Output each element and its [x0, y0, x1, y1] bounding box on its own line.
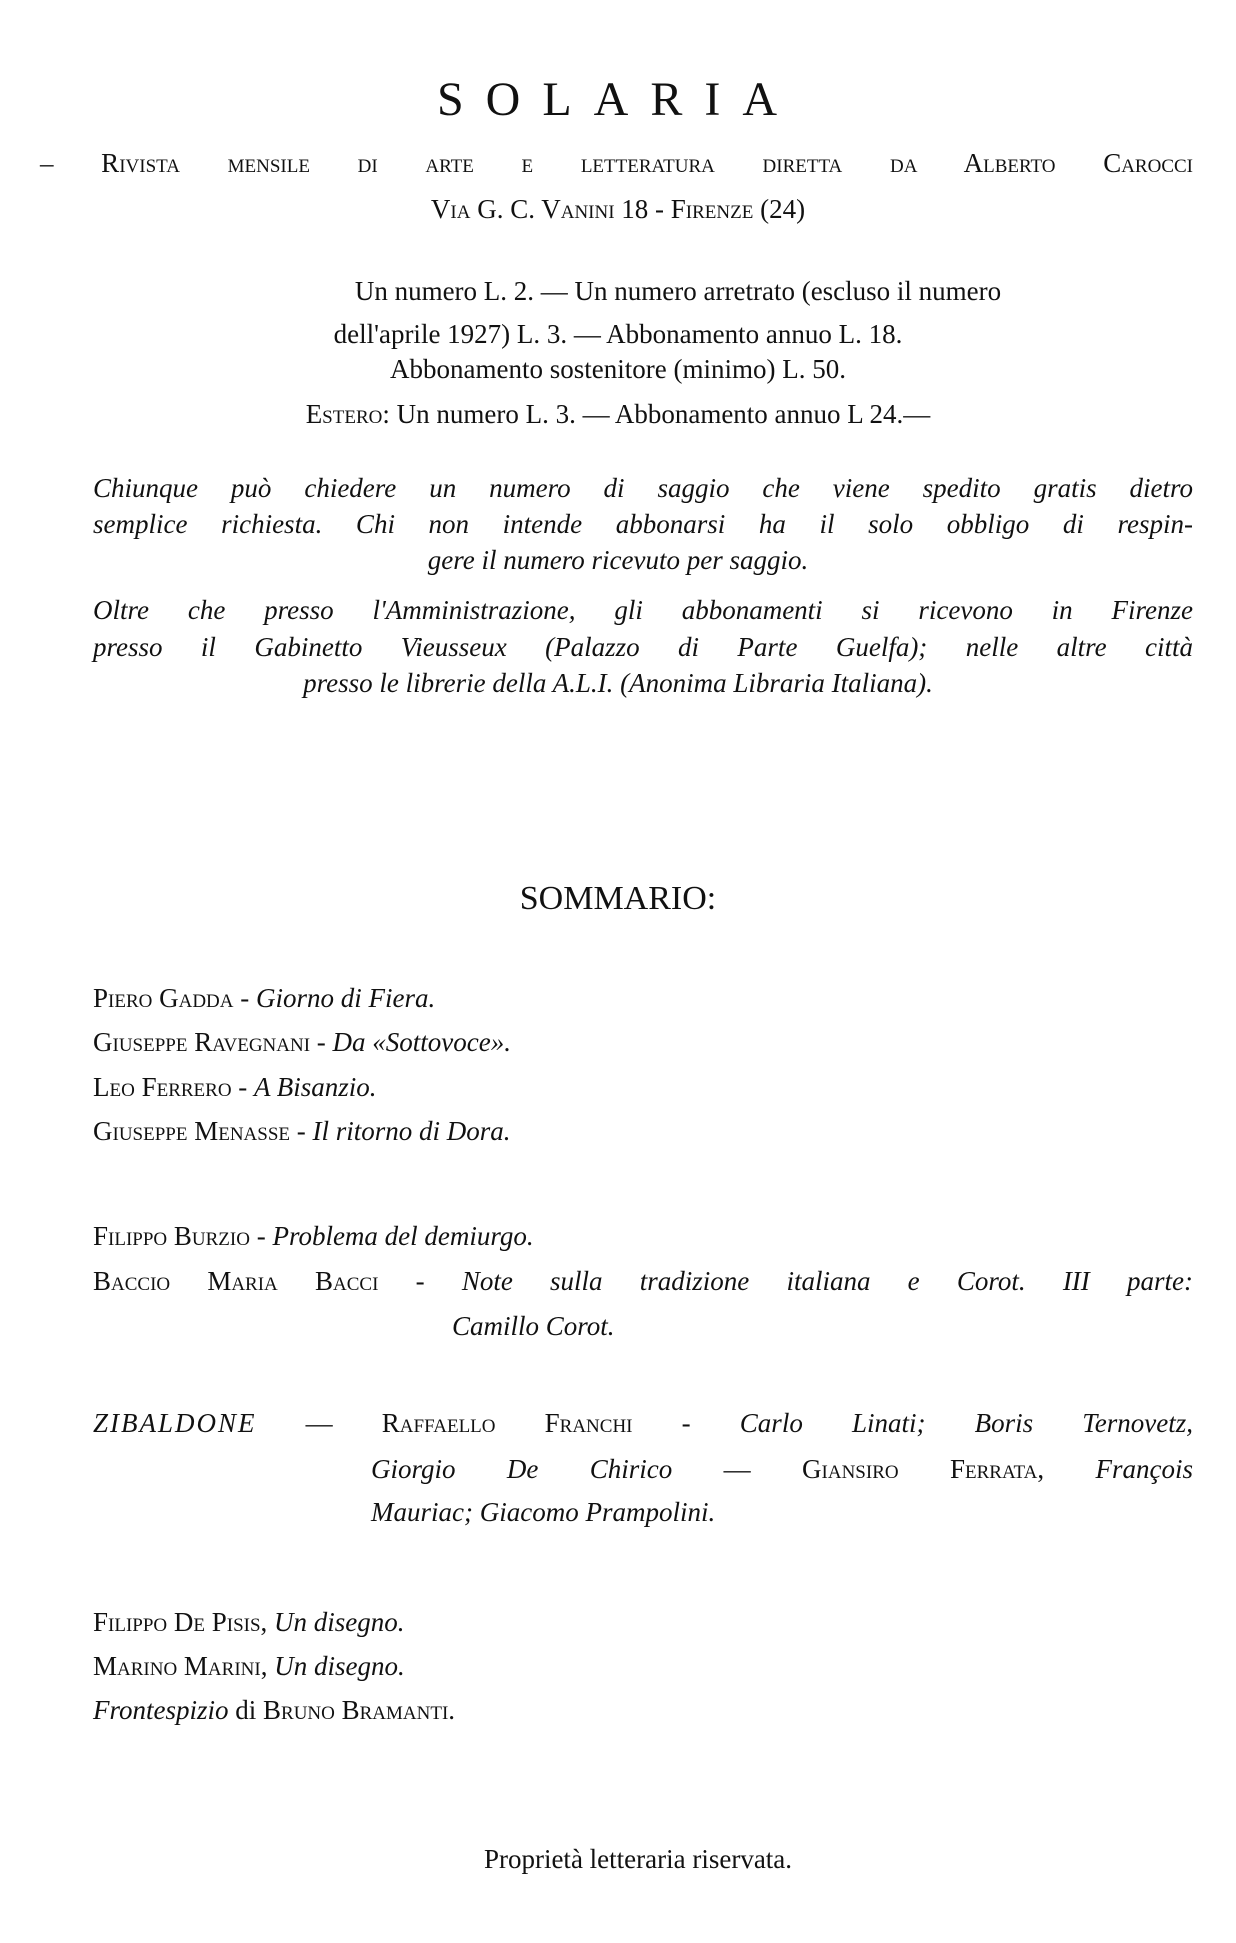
- toc-entry-continuation: Camillo Corot.: [452, 1311, 615, 1341]
- toc-title: Problema del demiurgo.: [272, 1221, 534, 1251]
- toc-author: Giuseppe Ravegnani: [93, 1027, 311, 1057]
- toc-sep: -: [378, 1266, 462, 1296]
- toc-title: Giorno di Fiera.: [255, 983, 436, 1013]
- toc-sep: —: [256, 1408, 382, 1438]
- zibaldone-label: ZIBALDONE: [93, 1408, 257, 1438]
- notice-1-line-3: gere il numero ricevuto per saggio.: [427, 545, 809, 575]
- notice-2-line-3: presso le librerie della A.L.I. (Anonima Libraria Italiana).: [303, 668, 933, 698]
- zibaldone-line-1: [93, 1410, 1193, 1437]
- toc-author: Filippo Burzio: [93, 1221, 250, 1251]
- toc-author: Leo Ferrero: [93, 1072, 232, 1102]
- toc-author: Raffaello Franchi: [381, 1408, 633, 1438]
- toc-title: Un disegno.: [274, 1651, 405, 1681]
- zibaldone-line-2: [371, 1456, 1193, 1483]
- toc-title: Note sulla tradizione italiana e Corot. III parte:: [461, 1266, 1193, 1296]
- toc-title: Il ritorno di Dora.: [312, 1116, 511, 1146]
- toc-sep: —: [672, 1454, 803, 1484]
- toc-author: Giansiro Ferrata,: [802, 1454, 1045, 1484]
- toc-title: Carlo Linati; Boris Ternovetz,: [739, 1408, 1194, 1438]
- sommario-heading: SOMMARIO:: [519, 880, 717, 917]
- estero-text: : Un numero L. 3. — Abbonamento annuo L 24.—: [382, 399, 931, 429]
- toc-author: Giuseppe Menasse: [93, 1116, 291, 1146]
- toc-title: Giorgio De Chirico: [371, 1454, 673, 1484]
- toc-entry: [93, 1653, 405, 1680]
- estero-label: Estero: [305, 399, 383, 429]
- toc-entry: [93, 1697, 455, 1724]
- toc-title: Un disegno.: [274, 1607, 405, 1637]
- toc-entry: [93, 1029, 511, 1056]
- toc-entry: [93, 1118, 511, 1145]
- price-estero: [0, 401, 1236, 428]
- toc-sep: -: [632, 1408, 740, 1438]
- toc-author: Marino Marini: [93, 1651, 261, 1681]
- notice-1-line-1: Chiunque può chiedere un numero di saggio che viene spedito gratis dietro: [93, 473, 1193, 503]
- toc-sep: ,: [260, 1651, 275, 1681]
- toc-author: Bruno Bramanti.: [263, 1695, 456, 1725]
- zibaldone-line-3: Mauriac; Giacomo Prampolini.: [371, 1497, 716, 1527]
- notice-2-line-1: Oltre che presso l'Amministrazione, gli abbonamenti si ricevono in Firenze: [93, 595, 1193, 625]
- toc-author: Filippo De Pisis: [93, 1607, 261, 1637]
- price-line-3: Abbonamento sostenitore (minimo) L. 50.: [390, 354, 846, 384]
- toc-sep: -: [249, 1221, 273, 1251]
- copyright-notice: Proprietà letteraria riservata.: [483, 1844, 793, 1874]
- magazine-subtitle: – Rivista mensile di arte e letteratura diretta da Alberto Carocci: [40, 148, 1193, 178]
- address: Via G. C. Vanini 18 - Firenze (24): [430, 194, 806, 224]
- toc-entry: [93, 1074, 377, 1101]
- toc-title: François: [1095, 1454, 1193, 1484]
- toc-sep: -: [233, 983, 256, 1013]
- notice-1-line-2: semplice richiesta. Chi non intende abbonarsi ha il solo obbligo di respin-: [93, 509, 1193, 539]
- toc-author: Piero Gadda: [93, 983, 234, 1013]
- notice-2-line-2: presso il Gabinetto Vieusseux (Palazzo di Parte Guelfa); nelle altre città: [93, 632, 1193, 662]
- toc-sep: ,: [260, 1607, 275, 1637]
- toc-sep: di: [228, 1695, 264, 1725]
- price-line-2: dell'aprile 1927) L. 3. — Abbonamento annuo L. 18.: [333, 319, 903, 349]
- toc-sep: -: [290, 1116, 313, 1146]
- toc-sep: -: [231, 1072, 255, 1102]
- toc-sep: -: [310, 1027, 333, 1057]
- toc-title: Frontespizio: [93, 1695, 229, 1725]
- toc-entry: [93, 1223, 534, 1250]
- toc-entry: [93, 1268, 1193, 1295]
- toc-title: Da «Sottovoce».: [332, 1027, 511, 1057]
- toc-author: Baccio Maria Bacci: [93, 1266, 379, 1296]
- toc-title: A Bisanzio.: [254, 1072, 377, 1102]
- price-line-1: Un numero L. 2. — Un numero arretrato (escluso il numero: [354, 276, 1002, 306]
- toc-entry: [93, 1609, 405, 1636]
- magazine-title: SOLARIA: [436, 73, 799, 126]
- toc-entry: [93, 985, 435, 1012]
